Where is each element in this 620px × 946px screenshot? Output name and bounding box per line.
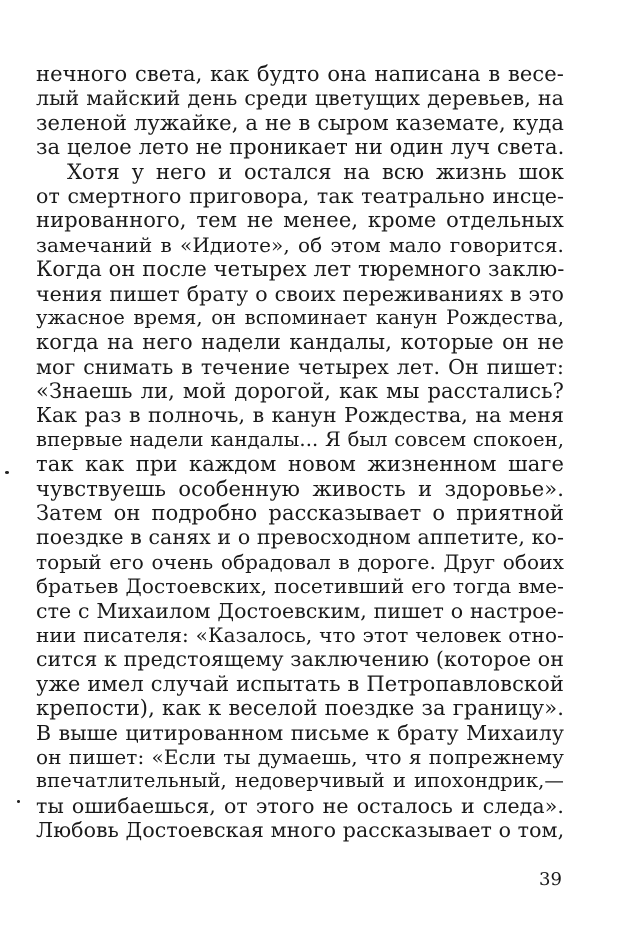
text-line: впервые надели кандалы... Я был совсем спокоен, bbox=[36, 427, 564, 451]
text-line: нечного света, как будто она написана в весе- bbox=[36, 62, 564, 86]
text-line: замечаний в «Идиоте», об этом мало говорится. bbox=[36, 232, 564, 257]
text-line: торый его очень обрадовал в дороге. Друг обоих bbox=[36, 549, 564, 574]
text-line: так как при каждом новом жизненном шаге bbox=[36, 452, 564, 477]
text-line: он пишет: «Если ты думаешь, что я попрежнему bbox=[36, 744, 564, 769]
text-line: мог снимать в течение четырех лет. Он пишет: bbox=[36, 354, 564, 379]
text-line: когда на него надели кандалы, которые он не bbox=[36, 330, 564, 355]
text-line: нированного, тем не менее, кроме отдельных bbox=[36, 208, 564, 233]
page-number: 39 bbox=[539, 869, 562, 890]
text-line: за целое лето не проникает ни один луч света. bbox=[36, 135, 565, 160]
body-text bbox=[36, 62, 564, 843]
text-line: впечатлительный, недоверчивый и ипохондрик,— bbox=[36, 769, 564, 793]
text-line: от смертного приговора, так театрально инсце- bbox=[36, 183, 564, 208]
text-line: В выше цитированном письме к брату Михаилу bbox=[36, 720, 564, 745]
text-line: крепости), как к веселой поездке за границу». bbox=[36, 696, 564, 721]
print-speck bbox=[5, 471, 9, 474]
print-speck bbox=[17, 800, 20, 803]
text-line: уже имел случай испытать в Петропавловской bbox=[36, 671, 564, 696]
text-line: «Знаешь ли, мой дорогой, как мы расстались? bbox=[36, 379, 564, 404]
text-line: братьев Достоевских, посетивший его тогда вме- bbox=[36, 574, 564, 599]
text-line: сится к предстоящему заключению (которое он bbox=[36, 647, 564, 672]
text-line: поездке в санях и о превосходном аппетите, ко- bbox=[36, 525, 565, 550]
text-line: Затем он подробно рассказывает о приятной bbox=[36, 501, 564, 526]
text-line: чувствуешь особенную живость и здоровье». bbox=[36, 476, 564, 501]
text-line: чения пишет брату о своих переживаниях в это bbox=[36, 281, 564, 306]
text-line: зеленой лужайке, а не в сыром каземате, куда bbox=[36, 110, 564, 135]
text-line: Любовь Достоевская много рассказывает о том, bbox=[36, 818, 565, 843]
text-line: ужасное время, он вспоминает канун Рождества, bbox=[36, 305, 564, 329]
text-line: нии писателя: «Казалось, что этот человек отно- bbox=[36, 622, 564, 647]
text-line: Хотя у него и остался на всю жизнь шок bbox=[67, 159, 564, 184]
text-line: лый майский день среди цветущих деревьев, на bbox=[36, 86, 564, 111]
text-line: Как раз в полночь, в канун Рождества, на меня bbox=[36, 403, 564, 428]
text-line: ты ошибаешься, от этого не осталось и следа». bbox=[36, 793, 564, 818]
text-line: Когда он после четырех лет тюремного заклю- bbox=[36, 257, 565, 282]
text-line: сте с Михаилом Достоевским, пишет о настрое- bbox=[36, 598, 564, 623]
